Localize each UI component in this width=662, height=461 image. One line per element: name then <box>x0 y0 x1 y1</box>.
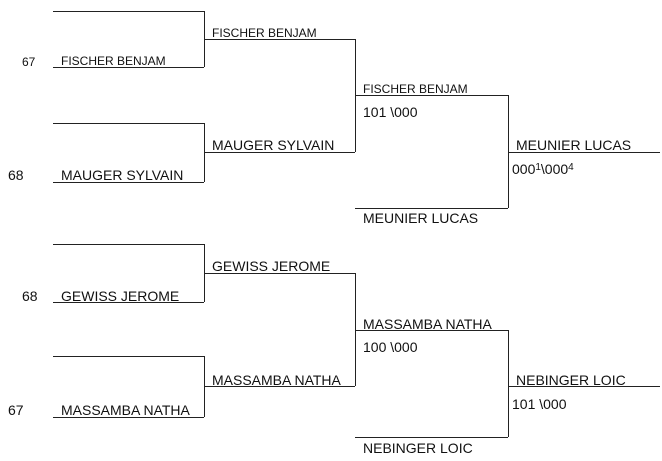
bracket-line <box>53 123 204 124</box>
seed-number: 68 <box>8 167 24 183</box>
bracket-line <box>53 356 204 357</box>
player-name: FISCHER BENJAM <box>363 82 468 96</box>
player-name: GEWISS JEROME <box>212 258 331 274</box>
score-tiebreak: 1 <box>535 162 541 173</box>
bracket-line <box>53 11 204 12</box>
player-name: FISCHER BENJAM <box>212 26 317 40</box>
player-name: MEUNIER LUCAS <box>516 137 632 153</box>
player-name: MEUNIER LUCAS <box>363 210 479 226</box>
player-name: MASSAMBA NATHA <box>212 372 341 388</box>
seed-number: 68 <box>22 288 38 304</box>
match-score: 100 \000 <box>363 339 418 355</box>
score-part: \000 <box>540 161 569 177</box>
player-name: MAUGER SYLVAIN <box>212 137 335 153</box>
bracket-line <box>508 330 509 437</box>
player-name: NEBINGER LOIC <box>516 372 626 388</box>
bracket-line <box>355 208 508 209</box>
player-name: MASSAMBA NATHA <box>61 402 190 418</box>
match-score <box>512 162 574 176</box>
seed-number: 67 <box>8 402 24 418</box>
player-name: MASSAMBA NATHA <box>363 316 492 332</box>
score-part: 000 <box>512 161 536 177</box>
bracket-line <box>53 244 204 245</box>
score-tiebreak: 4 <box>568 162 574 173</box>
match-score: 101 \000 <box>512 396 567 412</box>
bracket-line <box>355 437 508 438</box>
player-name: FISCHER BENJAM <box>61 54 166 68</box>
match-score: 101 \000 <box>363 104 418 120</box>
player-name: MAUGER SYLVAIN <box>61 167 184 183</box>
player-name: GEWISS JEROME <box>61 288 180 304</box>
player-name: NEBINGER LOIC <box>363 440 473 456</box>
seed-number: 67 <box>22 55 36 69</box>
